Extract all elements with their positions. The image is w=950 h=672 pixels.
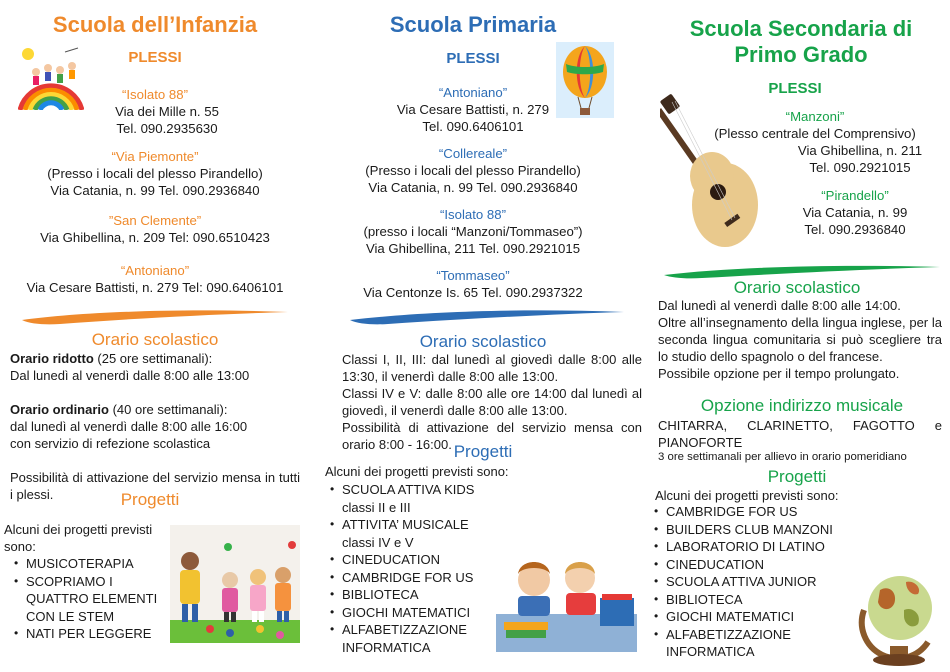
secondaria-musicale-strumenti: CHITARRA, CLARINETTO, FAGOTTO e PIANOFORTE: [658, 418, 942, 450]
secondaria-musicale-note: 3 ore settimanali per allievo in orario pomeridiano: [658, 451, 907, 463]
orario-ordinario-hours: (40 ore settimanali):: [108, 402, 228, 417]
list-item: • ALFABETIZZAZIONE INFORMATICA: [654, 626, 844, 661]
list-item: • CINEDUCATION: [330, 551, 495, 569]
primaria-orario-text: [342, 351, 642, 453]
infanzia-plessi-label: PLESSI: [128, 49, 182, 66]
plesso-name: “Isolato 88”: [122, 87, 188, 102]
secondaria-progetti-list: [654, 503, 844, 661]
orario-mensa: Possibilità di attivazione del servizio mensa con orario 8:00 - 16:00.: [342, 420, 642, 452]
secondaria-title-line2: Primo Grado: [734, 42, 868, 67]
infanzia-progetti-list: [14, 555, 169, 643]
primaria-progetti-title: Progetti: [453, 442, 513, 461]
orario-ordinario-label: Orario ordinario: [10, 402, 109, 417]
plesso-name: “Via Piemonte”: [111, 149, 199, 164]
plesso-phone: Tel. 090.2921015: [809, 160, 911, 175]
primaria-plesso-antoniano: [318, 84, 628, 135]
plesso-name: “Isolato 88”: [440, 207, 506, 222]
infanzia-orario-title: Orario scolastico: [91, 330, 219, 349]
primaria-plessi-label: PLESSI: [446, 50, 500, 67]
list-item: • ALFABETIZZAZIONE INFORMATICA: [330, 621, 495, 656]
list-item: • SCUOLA ATTIVA KIDS classi II e III: [330, 481, 495, 516]
plesso-name: “Pirandello”: [821, 188, 889, 203]
plesso-address: Via dei Mille n. 55: [115, 104, 219, 119]
secondaria-plessi-label: PLESSI: [768, 80, 822, 97]
secondaria-plesso-manzoni: [680, 108, 950, 176]
infanzia-title: Scuola dell’Infanzia: [52, 12, 258, 37]
plesso-address: Via Catania, n. 99 Tel. 090.2936840: [50, 183, 260, 198]
secondaria-title-line1: Scuola Secondaria di: [689, 16, 913, 41]
list-item: • BIBLIOTECA: [330, 586, 495, 604]
plesso-phone: Tel. 090.2936840: [804, 222, 906, 237]
globe-image: [850, 560, 946, 668]
children-with-books-photo: [496, 528, 637, 652]
list-item: • BUILDERS CLUB MANZONI: [654, 521, 844, 539]
list-item: • GIOCHI MATEMATICI: [654, 608, 844, 626]
list-item: • CAMBRIDGE FOR US: [330, 569, 495, 587]
infanzia-plesso-via-piemonte: [0, 148, 310, 199]
primaria-progetti-intro: Alcuni dei progetti previsti sono:: [325, 464, 509, 479]
plesso-note: (Presso i locali del plesso Pirandello): [47, 166, 263, 181]
list-item: • CINEDUCATION: [654, 556, 844, 574]
infanzia-column: [0, 0, 310, 672]
infanzia-plesso-san-clemente: [0, 212, 310, 246]
orario-mensa: Possibilità di attivazione del servizio mensa in tutti i plessi.: [10, 470, 300, 502]
infanzia-plesso-antoniano: [0, 262, 310, 296]
plesso-address: Via Catania, n. 99 Tel. 090.2936840: [368, 180, 578, 195]
secondaria-orario-title: Orario scolastico: [733, 278, 861, 297]
secondaria-title: [652, 16, 950, 68]
plesso-phone: Tel. 090.2935630: [116, 121, 218, 136]
plesso-address: Via Ghibellina, n. 211: [797, 143, 923, 158]
plesso-note: (Plesso centrale del Comprensivo): [714, 126, 916, 141]
plesso-address: Via Ghibellina, n. 209 Tel: 090.6510423: [40, 230, 270, 245]
children-playing-photo: [170, 525, 300, 643]
plesso-phone: Tel. 090.6406101: [422, 119, 524, 134]
list-item: • SCOPRIAMO I QUATTRO ELEMENTI CON LE STEM: [14, 573, 169, 626]
plesso-address: Via Ghibellina, 211 Tel. 090.2921015: [365, 241, 581, 256]
blue-brush-divider: [348, 306, 626, 326]
orario-ordinario-line2: con servizio di refezione scolastica: [10, 436, 211, 451]
orario-lingue: Oltre all’insegnamento della lingua inglese, per la seconda lingua comunitaria si può scegliere tra lo studio dello spagnolo o del francese.: [658, 315, 942, 364]
primaria-title: Scuola Primaria: [389, 12, 557, 37]
orange-brush-divider: [20, 306, 290, 326]
secondaria-orario-text: [658, 297, 942, 382]
primaria-plesso-tommaseo: [318, 267, 628, 301]
list-item: • GIOCHI MATEMATICI: [330, 604, 495, 622]
plesso-name: “Manzoni”: [785, 109, 845, 124]
list-item: • CAMBRIDGE FOR US: [654, 503, 844, 521]
list-item: • SCUOLA ATTIVA JUNIOR: [654, 573, 844, 591]
secondaria-progetti-title: Progetti: [767, 467, 827, 486]
plesso-note: (presso i locali “Manzoni/Tommaseo”): [363, 224, 583, 239]
list-item: • NATI PER LEGGERE: [14, 625, 169, 643]
list-item: • BIBLIOTECA: [654, 591, 844, 609]
list-item: • ATTIVITA’ MUSICALE classi IV e V: [330, 516, 495, 551]
orario-line: Dal lunedì al venerdì dalle 8:00 alle 14:00.: [658, 298, 901, 313]
secondaria-musicale-title: Opzione indirizzo musicale: [700, 396, 904, 415]
primaria-orario-title: Orario scolastico: [419, 332, 547, 351]
plesso-address: Via Cesare Battisti, n. 279 Tel: 090.6406101: [26, 280, 284, 295]
orario-ordinario-line1: dal lunedì al venerdì dalle 8:00 alle 16:00: [10, 419, 248, 434]
list-item: • MUSICOTERAPIA: [14, 555, 169, 573]
primaria-plesso-isolato88: [318, 206, 628, 257]
infanzia-progetti-intro: Alcuni dei progetti previsti sono:: [4, 522, 153, 554]
plesso-name: “Antoniano”: [120, 263, 190, 278]
secondaria-progetti-intro: Alcuni dei progetti previsti sono:: [655, 488, 839, 503]
primaria-progetti-list: [330, 481, 495, 656]
plesso-address: Via Cesare Battisti, n. 279: [396, 102, 550, 117]
orario-ridotto-hours: (25 ore settimanali):: [93, 351, 213, 366]
secondaria-plesso-pirandello: [770, 187, 940, 238]
list-item: • LABORATORIO DI LATINO: [654, 538, 844, 556]
plesso-name: “Collereale”: [438, 146, 508, 161]
infanzia-orario-text: [10, 350, 300, 503]
plesso-address: Via Centonze Is. 65 Tel. 090.2937322: [363, 285, 583, 300]
orario-prolungato: Possibile opzione per il tempo prolungato.: [658, 366, 900, 381]
infanzia-progetti-title: Progetti: [120, 490, 180, 509]
plesso-note: (Presso i locali del plesso Pirandello): [365, 163, 581, 178]
plesso-name: “Tommaseo”: [436, 268, 510, 283]
plesso-name: ”San Clemente”: [108, 213, 202, 228]
orario-ridotto-label: Orario ridotto: [10, 351, 94, 366]
orario-ridotto-line: Dal lunedì al venerdì dalle 8:00 alle 13:00: [10, 368, 250, 383]
plesso-address: Via Catania, n. 99: [802, 205, 908, 220]
plesso-name: “Antoniano”: [438, 85, 508, 100]
orario-classi-4-5: Classi IV e V: dalle 8:00 alle ore 14:00 dal lunedì al giovedì, il venerdì dalle 8:00 alle 13:00.: [342, 386, 642, 418]
primaria-plesso-collereale: [318, 145, 628, 196]
primaria-column: [318, 0, 648, 672]
orario-classi-1-3: Classi I, II, III: dal lunedì al giovedì dalle 8:00 alle 13:30, il venerdì dalle 8:00 alle 13:00.: [342, 352, 642, 384]
infanzia-plesso-isolato88: [0, 86, 310, 137]
secondaria-column: [652, 0, 950, 672]
